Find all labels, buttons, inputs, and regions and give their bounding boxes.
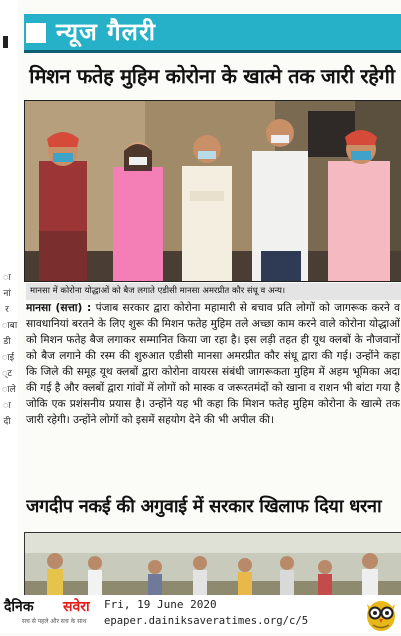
adjacent-column-text: ा नां र ाबा डी ाई ्ट ाले ा दी [2,273,18,427]
news-photo-illustration [25,101,401,281]
newspaper-logo[interactable] [4,597,114,631]
newspaper-clipping [18,0,401,633]
footer-bar [0,595,401,633]
article-body [26,300,400,478]
publication-date: Fri, 19 June 2020 [104,598,217,611]
headline-2: जगदीप नकई की अगुवाई में सरकार खिलाफ दिया धरना [26,496,382,517]
epaper-url[interactable]: epaper.dainiksaveratimes.org/c/5 [104,615,309,627]
article-dateline: मानसा (सत्ता) : [26,302,92,314]
crop-mark [3,36,8,48]
article-text: पंजाब सरकार द्वारा कोरोना महामारी से बचाव प्रति लोगों को जागरूक करने व सावधानियां बरतने के लिए शुरू की मिशन फतेह मुहिम तले अच्छा काम करने वाले कोरोना योद्धाओं को मिशन फतेह बैज लगाकर सम्मानित किया जा रहा है। इस लड़ी तहत ही यूथ क्लबों के नौजवानों को बैज लगाने की रस्म की शुरुआत एडीसी मानसा अमरप्रीत कौर संधू द्वारा की गई। उन्होंने कहा कि जिले की समूह यूथ क्लबों द्वारा कोरोना वायरस संबंधी जागरूकता मुहिम में अहम भूमिका अदा की गई है और क्लबों द्वारा गांवों में लोगों को मास्क व जरूरतमंदों को खाना व राशन भी बांटा गया है जोकि एक प्रशंसनीय प्रयास है। उन्होंने यह भी कहा कि मिशन फतेह मुहिम कोरोना के खात्मे तक जारी रहेगी। उन्होंने लोगों को इसमें सहयोग देने की भी अपील की। [26,302,400,426]
banner-square-icon [26,23,46,43]
logo-part-1: दैनिक [4,599,34,615]
photo-caption: मानसा में कोरोना योद्धाओं को बैज लगाते एडीसी मानसा अमरप्रीत कौर संधू व अन्य। [26,283,401,300]
news-photo [24,100,401,282]
second-news-photo [24,532,401,604]
section-banner [24,14,401,53]
adjacent-column-strip [0,0,18,633]
logo-part-2: सवेरा [63,599,90,615]
headline-1: मिशन फतेह मुहिम कोरोना के खात्मे तक जारी रहेगी [29,64,395,88]
owl-icon [364,596,398,632]
second-photo-illustration [25,533,401,603]
section-title: न्यूज गैलरी [56,18,156,46]
logo-tagline: सच से पहले और सच के साथ [22,618,87,625]
